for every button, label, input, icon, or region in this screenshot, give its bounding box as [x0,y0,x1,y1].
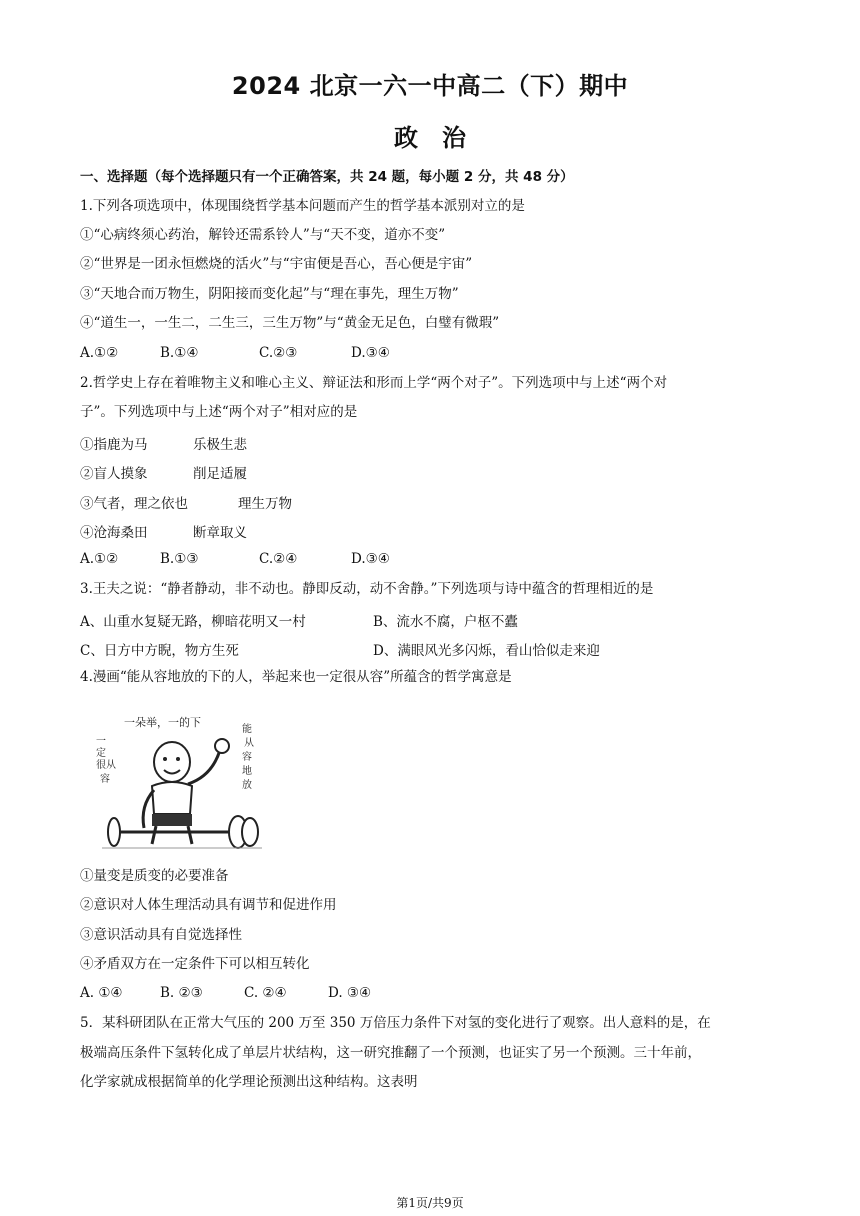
question-2-item: 断章取义 [193,525,247,541]
cartoon-caption-left [96,736,116,785]
question-2-option: B.①③ [160,551,199,567]
question-4-option: C. ②④ [244,985,287,1001]
question-1-option: D.③④ [351,345,390,361]
question-2-option: D.③④ [351,551,390,567]
question-1-item: ①“心病终须心药治，解铃还需系铃人”与“天不变，道亦不变” [80,227,446,243]
question-2-option: C.②④ [259,551,298,567]
question-2-item: 乐极生悲 [193,437,247,453]
question-4-option: B. ②③ [160,985,203,1001]
question-1-item: ③“天地合而万物生，阴阳接而变化起”与“理在事先，理生万物” [80,286,459,302]
question-1-item: ②“世界是一团永恒燃烧的活火”与“宇宙便是吾心，吾心便是宇宙” [80,256,473,272]
svg-text:从: 从 [244,738,254,749]
question-4-option: D. ③④ [328,985,372,1001]
question-2-option: A.①② [80,551,119,567]
question-2-item: ③气者，理之依也 [80,496,188,512]
question-1-stem: 1.下列各项选项中，体现围绕哲学基本问题而产生的哲学基本派别对立的是 [80,198,525,214]
cartoon-caption-top: 一朵举，一的下 [124,716,201,729]
svg-text:容: 容 [100,774,110,785]
svg-text:放: 放 [242,780,252,791]
section-heading: 一、选择题（每个选择题只有一个正确答案，共 24 题，每小题 2 分，共 48 分） [80,169,574,185]
svg-text:定: 定 [96,748,106,759]
question-2-item: ①指鹿为马 [80,437,148,453]
svg-text:一: 一 [96,736,106,747]
question-4-item: ④矛盾双方在一定条件下可以相互转化 [80,956,310,972]
question-5-stem: 极端高压条件下氢转化成了单层片状结构，这一研究推翻了一个预测，也证实了另一个预测。三十年前， [80,1045,701,1061]
question-3-option: A、山重水复疑无路，柳暗花明又一村 [80,614,306,630]
question-2-stem: 子”。下列选项中与上述“两个对子”相对应的是 [80,404,358,420]
question-4-stem: 4.漫画“能从容地放的下的人，举起来也一定很从容”所蕴含的哲学寓意是 [80,669,512,685]
svg-text:很: 很 [96,760,106,771]
svg-text:地: 地 [242,766,252,777]
question-1-option: A.①② [80,345,119,361]
svg-text:从: 从 [106,760,116,771]
question-3-stem: 3.王夫之说：“静者静动，非不动也。静即反动，动不舍静。”下列选项与诗中蕴含的哲理相近的是 [80,581,654,597]
svg-text:能: 能 [242,724,252,735]
svg-text:容: 容 [242,752,252,763]
question-3-option: D、满眼风光多闪烁，看山恰似走来迎 [373,643,600,659]
question-1-item: ④“道生一，一生二，二生三，三生万物”与“黄金无足色，白璧有微瑕” [80,315,500,331]
weightlifter-cartoon [92,710,272,855]
cartoon-caption-right [242,722,254,791]
question-5-stem: 化学家就成根据简单的化学理论预测出这种结构。这表明 [80,1074,418,1090]
question-5-stem: 5．某科研团队在正常大气压的 200 万至 350 万倍压力条件下对氢的变化进行了观察。出人意料的是，在 [80,1015,711,1031]
question-3-option: C、日方中方睨，物方生死 [80,643,239,659]
question-4-option: A. ①④ [80,985,123,1001]
question-3-option: B、流水不腐，户枢不蠹 [373,614,518,630]
question-4-item: ②意识对人体生理活动具有调节和促进作用 [80,897,337,913]
question-4-item: ③意识活动具有自觉选择性 [80,927,242,943]
subject-title: 政 治 [394,124,466,152]
page-number: 第1页/共9页 [396,1196,464,1210]
question-2-stem: 2.哲学史上存在着唯物主义和唯心主义、辩证法和形而上学“两个对子”。下列选项中与上述“两个对 [80,375,668,391]
question-2-item: 削足适履 [193,466,247,482]
question-1-option: C.②③ [259,345,298,361]
question-2-item: 理生万物 [238,496,292,512]
question-4-item: ①量变是质变的必要准备 [80,868,229,884]
question-1-option: B.①④ [160,345,199,361]
question-2-item: ④沧海桑田 [80,525,148,541]
question-2-item: ②盲人摸象 [80,466,148,482]
page-title: 2024 北京一六一中高二（下）期中 [231,72,629,100]
